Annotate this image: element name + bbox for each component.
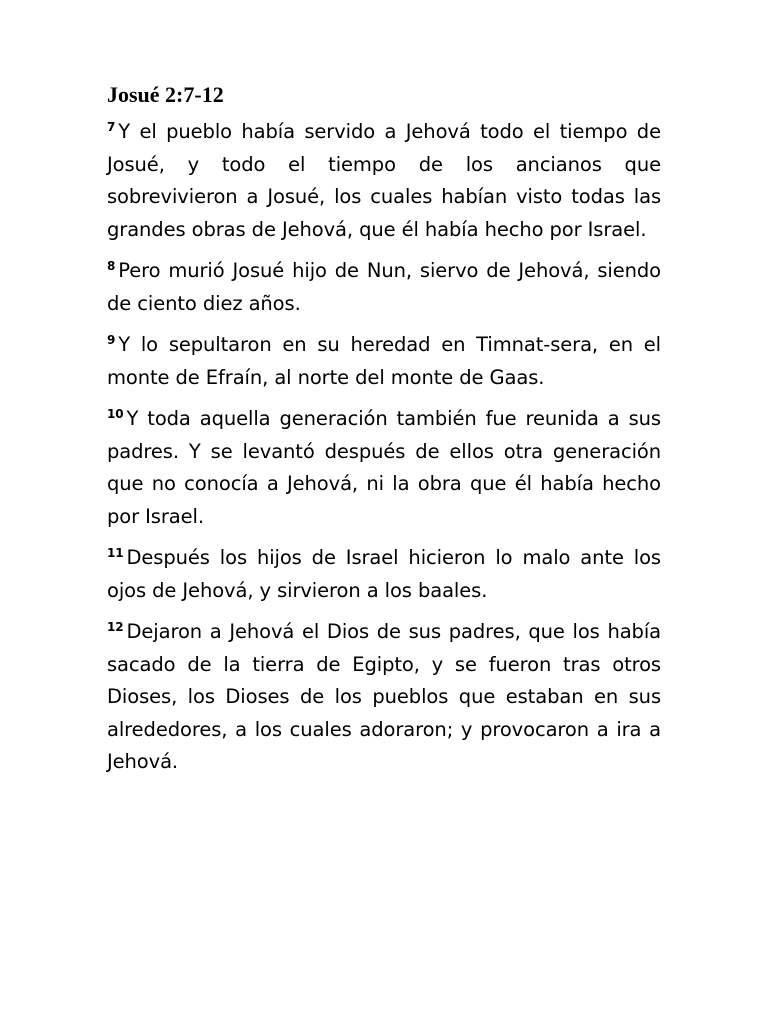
passage-heading: Josué 2:7-12	[107, 82, 224, 107]
verse-number: 8	[107, 259, 116, 273]
verse-text: Y lo sepultaron en su heredad en Timnat-sera, en el monte de Efraín, al norte del monte de Gaas.	[107, 333, 661, 389]
verse-12	[107, 616, 661, 779]
verse-text: Después los hijos de Israel hicieron lo malo ante los ojos de Jehová, y sirvieron a los baales.	[107, 546, 661, 602]
verse-number: 7	[107, 120, 116, 134]
verse-11	[107, 542, 661, 607]
document-page	[107, 78, 661, 788]
verse-10	[107, 403, 661, 533]
verse-8	[107, 255, 661, 320]
verse-number: 9	[107, 333, 116, 347]
verse-number: 11	[107, 546, 124, 560]
verse-text: Y toda aquella generación también fue reunida a sus padres. Y se levantó después de ellos otra generación que no conocía a Jehová, ni la obra que él había hecho por Israel.	[107, 407, 661, 528]
verse-7	[107, 116, 661, 246]
verse-text: Pero murió Josué hijo de Nun, siervo de Jehová, siendo de ciento diez años.	[107, 259, 661, 315]
verse-text: Y el pueblo había servido a Jehová todo el tiempo de Josué, y todo el tiempo de los ancianos que sobrevivieron a Josué, los cuales habían visto todas las grandes obras de Jehová, que él había hecho por Israel.	[107, 120, 661, 241]
verse-number: 12	[107, 620, 124, 634]
verse-9	[107, 329, 661, 394]
verse-number: 10	[107, 407, 124, 421]
verse-text: Dejaron a Jehová el Dios de sus padres, que los había sacado de la tierra de Egipto, y se fueron tras otros Dioses, los Dioses de los pueblos que estaban en sus alrededores, a los cuales adoraron; y provocaron a ira a Jehová.	[107, 620, 661, 773]
